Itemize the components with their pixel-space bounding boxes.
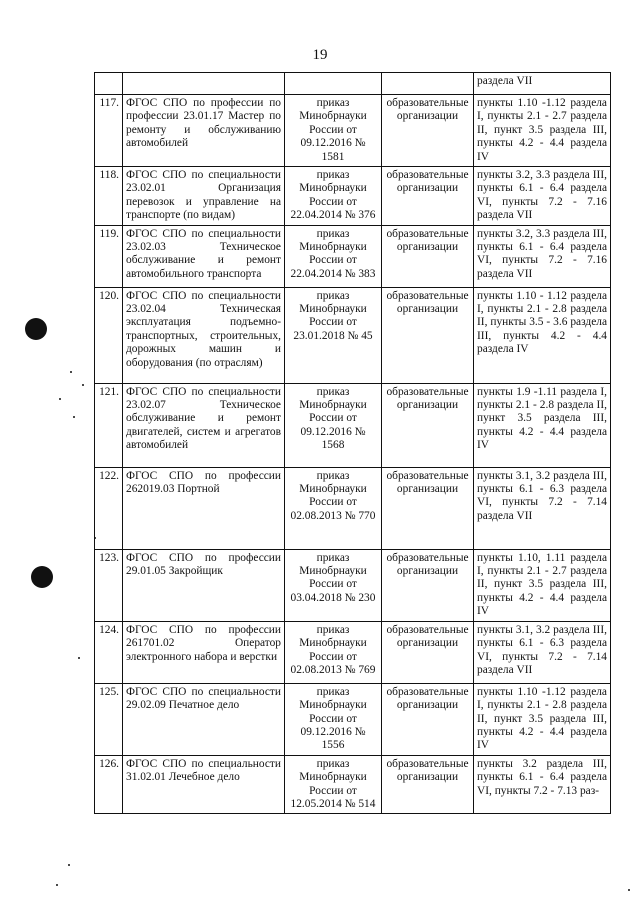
document-cell: ФГОС СПО по специальности 23.02.07 Техническое обслуживание и ремонт двигателей, систем и агрегатов автомобилей	[123, 383, 285, 467]
requirements-cell: пункты 3.2, 3.3 раздела III, пункты 6.1 - 6.4 раздела VI, пункты 7.2 - 7.16 раздела VII	[474, 225, 611, 287]
row-number-cell: 125.	[95, 683, 123, 755]
row-number-cell: 123.	[95, 549, 123, 621]
order-cell: приказ Минобрнауки России от 12.05.2014 № 514	[285, 755, 382, 814]
document-cell: ФГОС СПО по профессии 261701.02 Оператор электронного набора и верстки	[123, 621, 285, 683]
document-cell: ФГОС СПО по профессии по профессии 23.01.17 Мастер по ремонту и обслуживанию автомобилей	[123, 95, 285, 167]
requirements-cell: пункты 3.2, 3.3 раздела III, пункты 6.1 - 6.4 раздела VI, пункты 7.2 - 7.16 раздела VII	[474, 167, 611, 226]
requirements-table	[94, 72, 611, 814]
row-number-cell: 122.	[95, 467, 123, 549]
order-cell: приказ Минобрнауки России от 22.04.2014 № 383	[285, 225, 382, 287]
table-row	[95, 683, 611, 755]
punch-hole-bottom	[31, 566, 53, 588]
requirements-cell: пункты 3.2 раздела III, пункты 6.1 - 6.4 раздела VI, пункты 7.2 - 7.13 раз-	[474, 755, 611, 814]
order-cell: приказ Минобрнауки России от 03.04.2018 № 230	[285, 549, 382, 621]
document-cell: ФГОС СПО по специальности 31.02.01 Лечебное дело	[123, 755, 285, 814]
order-cell	[285, 73, 382, 95]
table-row	[95, 167, 611, 226]
scan-speck	[56, 884, 58, 886]
requirements-cell: пункты 1.10 -1.12 раздела I, пункты 2.1 - 2.7 раздела II, пункт 3.5 раздела III, пункты 4.2 - 4.4 раздела IV	[474, 95, 611, 167]
document-cell	[123, 73, 285, 95]
row-number-cell: 126.	[95, 755, 123, 814]
row-number-cell: 124.	[95, 621, 123, 683]
requirements-cell: пункты 3.1, 3.2 раздела III, пункты 6.1 - 6.3 раздела VI, пункты 7.2 - 7.14 раздела VII	[474, 467, 611, 549]
scan-speck	[82, 384, 84, 386]
document-cell: ФГОС СПО по специальности 29.02.09 Печатное дело	[123, 683, 285, 755]
row-number-cell: 120.	[95, 287, 123, 383]
document-cell: ФГОС СПО по специальности 23.02.04 Техническая эксплуатация подъемно-транспортных, строительных, дорожных машин и оборудования (по отраслям)	[123, 287, 285, 383]
requirements-cell: пункты 1.10 - 1.12 раздела I, пункты 2.1 - 2.8 раздела II, пункты 3.5 - 3.6 раздела III, пункты 4.2 - 4.4 раздела IV	[474, 287, 611, 383]
requirements-cell: раздела VII	[474, 73, 611, 95]
row-number-cell: 121.	[95, 383, 123, 467]
document-cell: ФГОС СПО по специальности 23.02.03 Техническое обслуживание и ремонт автомобильного транспорта	[123, 225, 285, 287]
row-number-cell: 117.	[95, 95, 123, 167]
table-row	[95, 287, 611, 383]
table-row	[95, 755, 611, 814]
scan-speck	[73, 416, 75, 418]
order-cell: приказ Минобрнауки России от 02.08.2013 № 770	[285, 467, 382, 549]
scan-speck	[94, 537, 96, 539]
scan-speck	[78, 657, 80, 659]
requirements-cell: пункты 3.1, 3.2 раздела III, пункты 6.1 - 6.3 раздела VI, пункты 7.2 - 7.14 раздела VII	[474, 621, 611, 683]
subjects-cell: образовательные организации	[382, 467, 474, 549]
order-cell: приказ Минобрнауки России от 09.12.2016 № 1568	[285, 383, 382, 467]
row-number-cell	[95, 73, 123, 95]
table-row	[95, 467, 611, 549]
scan-speck	[628, 889, 630, 891]
requirements-cell: пункты 1.9 -1.11 раздела I, пункты 2.1 - 2.8 раздела II, пункт 3.5 раздела III, пункты 4.2 - 4.4 раздела IV	[474, 383, 611, 467]
document-cell: ФГОС СПО по профессии 262019.03 Портной	[123, 467, 285, 549]
page-number: 19	[312, 47, 328, 63]
table-row	[95, 95, 611, 167]
requirements-cell: пункты 1.10, 1.11 раздела I, пункты 2.1 - 2.7 раздела II, пункт 3.5 раздела III, пункты 4.2 - 4.4 раздела IV	[474, 549, 611, 621]
order-cell: приказ Минобрнауки России от 22.04.2014 № 376	[285, 167, 382, 226]
subjects-cell: образовательные организации	[382, 755, 474, 814]
scan-speck	[68, 864, 70, 866]
order-cell: приказ Минобрнауки России от 09.12.2016 № 1556	[285, 683, 382, 755]
requirements-cell: пункты 1.10 -1.12 раздела I, пункты 2.1 - 2.8 раздела II, пункт 3.5 раздела III, пункты 4.2 - 4.4 раздела IV	[474, 683, 611, 755]
order-cell: приказ Минобрнауки России от 23.01.2018 № 45	[285, 287, 382, 383]
row-number-cell: 119.	[95, 225, 123, 287]
punch-hole-top	[25, 318, 47, 340]
subjects-cell: образовательные организации	[382, 95, 474, 167]
document-cell: ФГОС СПО по профессии 29.01.05 Закройщик	[123, 549, 285, 621]
table-row	[95, 225, 611, 287]
table-row	[95, 621, 611, 683]
document-cell: ФГОС СПО по специальности 23.02.01 Организация перевозок и управление на транспорте (по видам)	[123, 167, 285, 226]
subjects-cell: образовательные организации	[382, 683, 474, 755]
scan-speck	[70, 371, 72, 373]
subjects-cell	[382, 73, 474, 95]
order-cell: приказ Минобрнауки России от 09.12.2016 № 1581	[285, 95, 382, 167]
subjects-cell: образовательные организации	[382, 383, 474, 467]
order-cell: приказ Минобрнауки России от 02.08.2013 № 769	[285, 621, 382, 683]
scan-speck	[59, 398, 61, 400]
subjects-cell: образовательные организации	[382, 621, 474, 683]
subjects-cell: образовательные организации	[382, 167, 474, 226]
row-number-cell: 118.	[95, 167, 123, 226]
subjects-cell: образовательные организации	[382, 287, 474, 383]
table-row-continuation	[95, 73, 611, 95]
subjects-cell: образовательные организации	[382, 225, 474, 287]
table-row	[95, 383, 611, 467]
subjects-cell: образовательные организации	[382, 549, 474, 621]
table-row	[95, 549, 611, 621]
